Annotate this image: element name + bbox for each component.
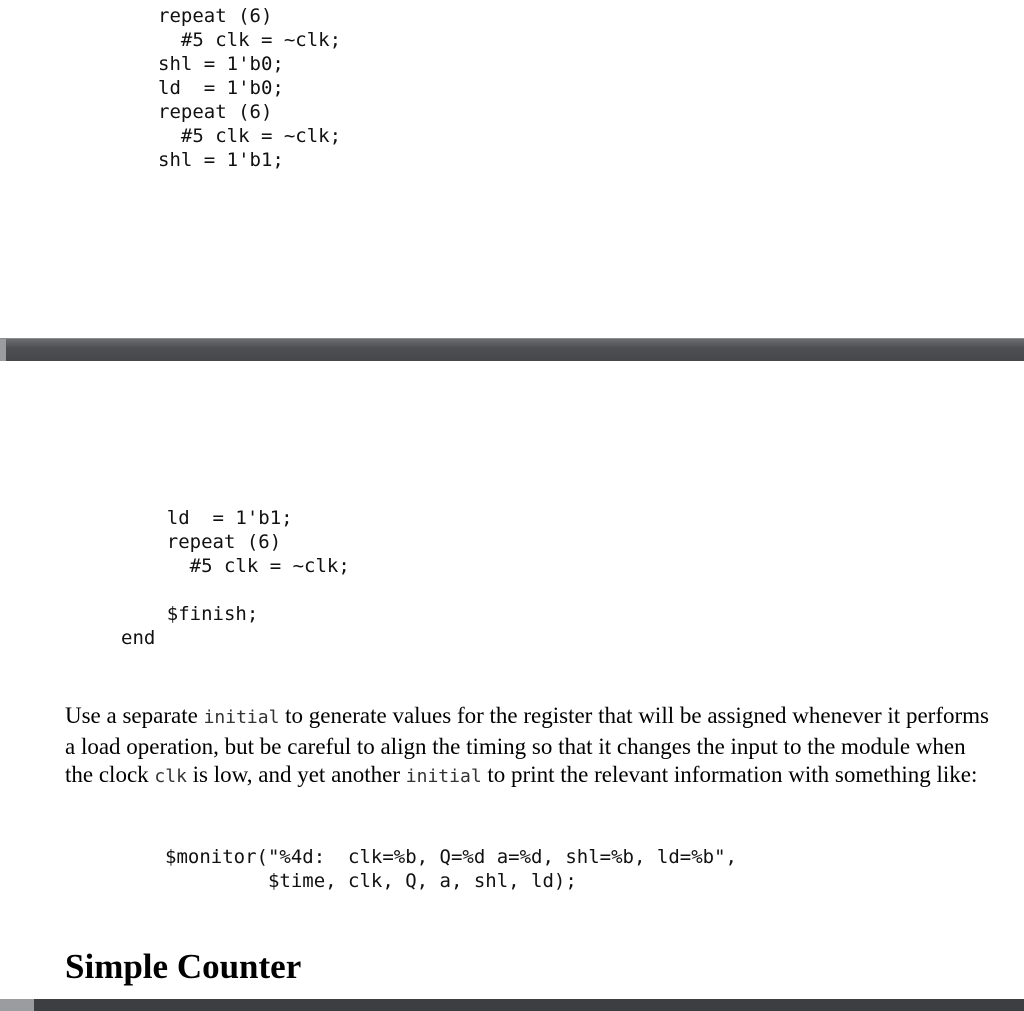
code-line: shl = 1'b0; [158, 53, 284, 75]
code-block-top [158, 4, 341, 172]
instruction-paragraph [65, 702, 995, 792]
paragraph-text: to generate values for the register that will be assigned whenever it performs a load operation, but be careful to align the timing so that it changes the input to the module when the clock [65, 703, 989, 787]
page-bottom-edge [0, 999, 34, 1011]
code-line: repeat (6) [158, 101, 273, 123]
page-break-edge [0, 339, 6, 361]
code-line: end [121, 627, 156, 649]
paragraph-text: to print the relevant information with something like: [481, 762, 978, 787]
code-line: repeat (6) [121, 531, 282, 553]
code-block-bottom [121, 506, 350, 650]
code-line: $monitor("%4d: clk=%b, Q=%d a=%d, shl=%b, ld=%b", [165, 846, 737, 868]
code-line: #5 clk = ~clk; [158, 125, 342, 147]
code-line: ld = 1'b1; [121, 507, 293, 529]
code-line: shl = 1'b1; [158, 149, 284, 171]
code-block-monitor [165, 845, 737, 893]
inline-code-initial: initial [203, 707, 280, 728]
inline-code-initial: initial [405, 766, 482, 787]
code-line: #5 clk = ~clk; [121, 555, 350, 577]
page-break-divider [0, 338, 1024, 361]
code-line: ld = 1'b0; [158, 77, 284, 99]
code-line: $time, clk, Q, a, shl, ld); [165, 870, 577, 892]
paragraph-text: is low, and yet another [186, 762, 406, 787]
code-line: repeat (6) [158, 5, 273, 27]
inline-code-clk: clk [154, 766, 187, 787]
paragraph-text: Use a separate [65, 703, 204, 728]
code-line: #5 clk = ~clk; [158, 29, 342, 51]
page-bottom-bar [0, 999, 1024, 1011]
section-heading: Simple Counter [65, 947, 302, 986]
code-line: $finish; [121, 603, 259, 625]
